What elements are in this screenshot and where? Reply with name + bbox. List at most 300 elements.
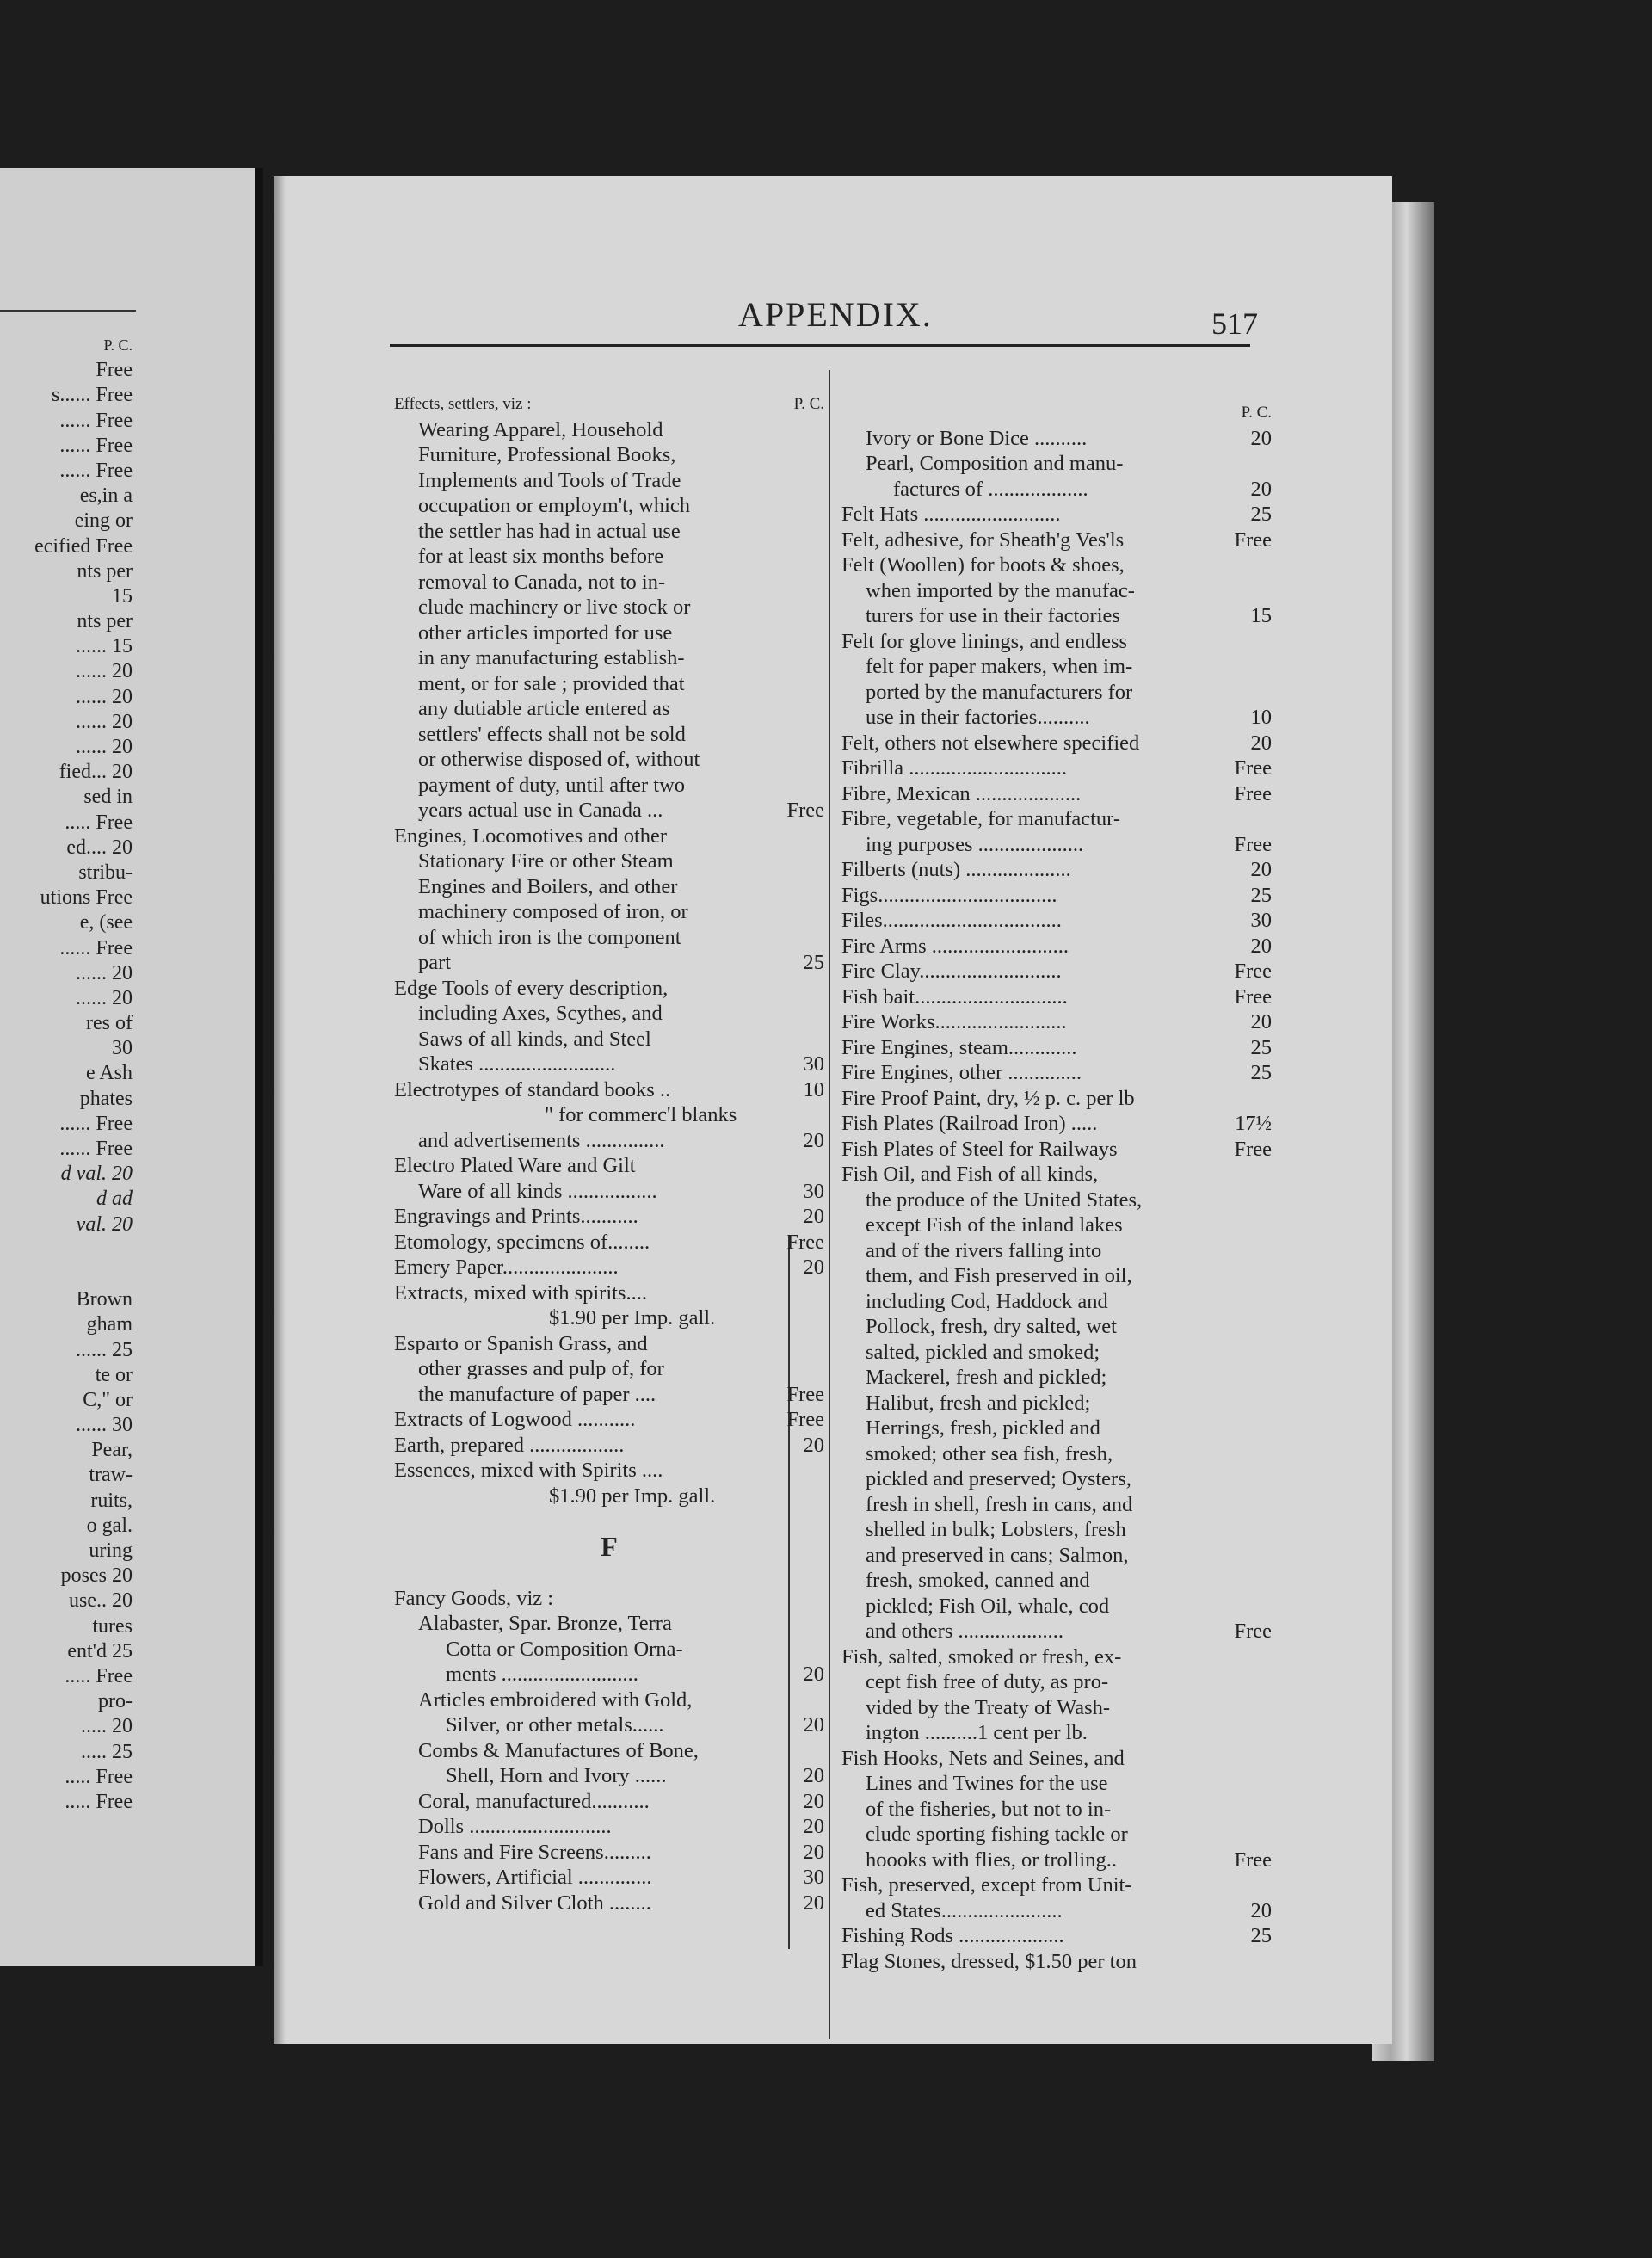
tariff-entry-line: [394, 570, 824, 595]
entry-text: the settler has had in actual use: [418, 519, 681, 543]
entry-text: Combs & Manufactures of Bone,: [418, 1738, 699, 1762]
facing-page-line: pro-: [98, 1690, 133, 1713]
tariff-entry-line: [394, 1001, 824, 1027]
tariff-entry-line: [841, 883, 1272, 909]
entry-text: Extracts, mixed with spirits....: [394, 1280, 647, 1305]
entry-text: payment of duty, until after two: [418, 773, 686, 797]
duty-rate: 20: [803, 1128, 824, 1152]
tariff-entry-line: [394, 1586, 824, 1612]
facing-page-line: stribu-: [78, 861, 133, 884]
facing-page-line: d val. 20: [60, 1163, 133, 1186]
entry-text: when imported by the manufac-: [866, 578, 1135, 602]
entry-text: Alabaster, Spar. Bronze, Terra: [418, 1612, 672, 1635]
entry-text: Fire Arms ..........................: [841, 934, 1069, 958]
entry-text: Fish bait.............................: [841, 984, 1068, 1009]
entry-text: including Axes, Scythes, and: [418, 1002, 663, 1025]
facing-page-line: s...... Free: [52, 384, 133, 407]
facing-page-line: e Ash: [86, 1062, 133, 1085]
tariff-entry-line: [394, 645, 824, 671]
tariff-entry-line: [394, 848, 824, 874]
tariff-entry-line: [841, 1568, 1272, 1594]
entry-text: Coral, manufactured...........: [418, 1789, 650, 1813]
entry-text: and others ....................: [866, 1619, 1063, 1643]
tariff-entry-line: [394, 392, 824, 417]
duty-rate: 30: [803, 1179, 824, 1203]
facing-page-line: 15: [112, 584, 133, 608]
entry-text: Silver, or other metals......: [446, 1713, 664, 1737]
entry-text: ing purposes ....................: [866, 832, 1084, 856]
tariff-entry-line: [394, 1891, 824, 1916]
entry-text: Fish Plates (Railroad Iron) .....: [841, 1112, 1098, 1135]
entry-text: fresh in shell, fresh in cans, and: [866, 1492, 1133, 1516]
facing-page-line: ..... Free: [65, 1664, 133, 1687]
entry-text: smoked; other sea fish, fresh,: [866, 1441, 1113, 1465]
entry-text: cept fish free of duty, as pro-: [866, 1670, 1109, 1694]
tariff-entry-line: [841, 1188, 1272, 1213]
tariff-entry-line: [841, 1391, 1272, 1416]
facing-page-line: ...... Free: [59, 459, 133, 482]
entry-text: Felt Hats ..........................: [841, 503, 1061, 526]
duty-rate: 25: [1250, 503, 1272, 526]
facing-page-line: ...... Free: [59, 1138, 133, 1160]
entry-text: $1.90 per Imp. gall.: [549, 1306, 716, 1330]
entry-text: ments ..........................: [446, 1663, 638, 1686]
tariff-entry-line: [394, 1305, 824, 1331]
duty-rate: 20: [1250, 1898, 1272, 1922]
entry-text: Fans and Fire Screens.........: [418, 1840, 651, 1864]
facing-page-line: es,in a: [79, 484, 133, 508]
tariff-entry-line: [394, 1077, 824, 1103]
entry-text: for at least six months before: [418, 545, 664, 568]
facing-page-line: [0, 1237, 138, 1262]
tariff-entry-line: [394, 442, 824, 468]
entry-text: and advertisements ...............: [418, 1128, 665, 1152]
tariff-entry-line: [394, 1433, 824, 1459]
duty-rate: 20: [803, 1840, 824, 1864]
entry-text: other articles imported for use: [418, 620, 673, 645]
tariff-entry-line: [394, 1331, 824, 1357]
facing-page-line: ..... 20: [81, 1715, 133, 1738]
duty-rate: Free: [1234, 1137, 1272, 1161]
tariff-entry-line: [841, 578, 1272, 604]
tariff-entry-line: [394, 950, 824, 976]
tariff-entry-line: [394, 1662, 824, 1687]
tariff-entry-line: [841, 1441, 1272, 1467]
duty-rate: 30: [803, 1866, 824, 1889]
facing-page-line: ...... 25: [76, 1338, 133, 1361]
entry-text: Felt (Woollen) for boots & shoes,: [841, 553, 1125, 577]
facing-page-line: ...... Free: [59, 434, 133, 457]
entry-text: years actual use in Canada ...: [418, 799, 663, 822]
tariff-entry-line: [841, 1695, 1272, 1721]
duty-rate: 20: [803, 1255, 824, 1279]
entry-text: of the fisheries, but not to in-: [866, 1797, 1112, 1821]
facing-page-line: ..... Free: [65, 811, 133, 834]
entry-text: the manufacture of paper ....: [418, 1382, 656, 1406]
duty-rate: 20: [803, 1433, 824, 1457]
duty-rate: 17½: [1235, 1112, 1272, 1135]
facing-page-line: ...... Free: [59, 936, 133, 959]
tariff-entry-line: [394, 1763, 824, 1789]
tariff-entry-line: [841, 629, 1272, 655]
duty-rate: 10: [1250, 706, 1272, 729]
facing-page-line: ruits,: [90, 1489, 133, 1512]
tariff-entry-line: [394, 1128, 824, 1154]
tariff-entry-line: [394, 1280, 824, 1306]
tariff-entry-line: [394, 1356, 824, 1382]
duty-rate: 20: [1250, 731, 1272, 755]
facing-page-line: ent'd 25: [67, 1639, 133, 1663]
facing-page-line: ...... 20: [76, 660, 133, 683]
entry-text: them, and Fish preserved in oil,: [866, 1264, 1132, 1287]
entry-text: Extracts of Logwood ...........: [394, 1408, 636, 1431]
entry-text: shelled in bulk; Lobsters, fresh: [866, 1518, 1126, 1541]
duty-rate: 25: [1250, 883, 1272, 907]
facing-page-line: ...... Free: [59, 1112, 133, 1135]
entry-text: Halibut, fresh and pickled;: [866, 1391, 1091, 1415]
tariff-entry-line: [394, 747, 824, 773]
tariff-entry-line: [841, 984, 1272, 1010]
entry-text: Fire Engines, other ..............: [841, 1061, 1082, 1084]
duty-rate: 20: [1250, 426, 1272, 450]
entry-text: Essences, mixed with Spirits ....: [394, 1459, 663, 1482]
entry-text: Fish Plates of Steel for Railways: [841, 1137, 1118, 1161]
tariff-entry-line: [841, 1365, 1272, 1391]
tariff-entry-line: [841, 908, 1272, 934]
tariff-entry-line: [841, 857, 1272, 883]
entry-text: Cotta or Composition Orna-: [446, 1637, 683, 1661]
entry-text: machinery composed of iron, or: [418, 900, 688, 923]
entry-text: ment, or for sale ; provided that: [418, 671, 685, 695]
entry-text: Filberts (nuts) ....................: [841, 858, 1071, 881]
entry-text: settlers' effects shall not be sold: [418, 722, 686, 746]
entry-text: Esparto or Spanish Grass, and: [394, 1331, 648, 1355]
duty-rate: 15: [1250, 604, 1272, 627]
tariff-entry-line: [841, 1009, 1272, 1035]
facing-page-line: o gal.: [86, 1514, 133, 1537]
tariff-entry-line: [394, 1027, 824, 1052]
entry-text: Fibre, vegetable, for manufactur-: [841, 807, 1120, 830]
facing-page-line: ...... 20: [76, 961, 133, 984]
entry-text: clude sporting fishing tackle or: [866, 1823, 1128, 1846]
tariff-entry-line: [394, 976, 824, 1002]
tariff-entry-line: [841, 1289, 1272, 1315]
tariff-entry-line: [841, 1162, 1272, 1188]
entry-text: Dolls ...........................: [418, 1815, 612, 1838]
entry-text: Fancy Goods, viz :: [394, 1586, 554, 1610]
duty-rate: Free: [1234, 1619, 1272, 1643]
tariff-entry-line: [394, 773, 824, 799]
entry-text: Felt for glove linings, and endless: [841, 629, 1128, 653]
entry-text: Earth, prepared ..................: [394, 1433, 625, 1457]
duty-rate: Free: [1234, 832, 1272, 856]
entry-text: Mackerel, fresh and pickled;: [866, 1366, 1107, 1389]
tariff-entry-line: [394, 519, 824, 545]
facing-page-line: gham: [86, 1313, 133, 1336]
entry-text: Fire Works.........................: [841, 1010, 1067, 1033]
entry-text: clude machinery or live stock or: [418, 595, 691, 619]
entry-text: Edge Tools of every description,: [394, 976, 669, 1000]
entry-text: and preserved in cans; Salmon,: [866, 1543, 1129, 1567]
entry-text: Engravings and Prints...........: [394, 1205, 638, 1228]
entry-text: Figs..................................: [841, 883, 1057, 907]
tariff-entry-line: [841, 451, 1272, 477]
entry-text: Files..................................: [841, 909, 1062, 932]
entry-text: Fish Oil, and Fish of all kinds,: [841, 1163, 1099, 1186]
entry-text: of which iron is the component: [418, 925, 681, 949]
entry-text: in any manufacturing establish-: [418, 646, 685, 669]
entry-text: occupation or employm't, which: [418, 494, 691, 517]
entry-text: Engines and Boilers, and other: [418, 874, 678, 898]
duty-rate: 10: [803, 1077, 824, 1101]
facing-page-line: uring: [89, 1539, 133, 1562]
facing-page-line: P. C.: [103, 336, 133, 354]
entry-text: Fibre, Mexican ....................: [841, 781, 1082, 805]
facing-page-line: Brown: [76, 1288, 133, 1311]
duty-rate: 20: [1250, 1010, 1272, 1033]
duty-rate: 25: [803, 951, 824, 974]
tariff-entry-line: [841, 1517, 1272, 1543]
entry-text: except Fish of the inland lakes: [866, 1213, 1123, 1237]
tariff-entry-line: [841, 400, 1272, 426]
tariff-entry-line: [841, 603, 1272, 629]
section-letter: [394, 1531, 824, 1562]
facing-page-line: ..... Free: [65, 1765, 133, 1788]
tariff-entry-line: [394, 1179, 824, 1205]
duty-rate: Free: [786, 1382, 824, 1406]
tariff-entry-line: [841, 731, 1272, 756]
tariff-entry-line: [841, 680, 1272, 706]
tariff-entry-line: [394, 1255, 824, 1280]
entry-text: part: [418, 951, 452, 974]
tariff-entry-line: [841, 527, 1272, 553]
facing-page-line: ed.... 20: [66, 836, 133, 859]
entry-text: vided by the Treaty of Wash-: [866, 1695, 1111, 1719]
facing-page-line: ..... 25: [81, 1740, 133, 1763]
facing-page-line: [0, 1262, 138, 1287]
facing-page-line: traw-: [89, 1464, 133, 1487]
duty-rate: Free: [1234, 527, 1272, 552]
tariff-entry-line: [841, 1314, 1272, 1340]
entry-text: Ivory or Bone Dice ..........: [866, 426, 1088, 450]
tariff-entry-line: [841, 1212, 1272, 1238]
tariff-entry-line: [841, 1949, 1272, 1975]
tariff-entry-line: [841, 1746, 1272, 1772]
entry-text: Flowers, Artificial ..............: [418, 1866, 652, 1889]
facing-page-line: tures: [92, 1614, 133, 1638]
facing-page-line: Free: [96, 359, 133, 382]
duty-rate: 20: [803, 1789, 824, 1813]
tariff-entry-line: [394, 1230, 824, 1255]
tariff-entry-line: [394, 1814, 824, 1840]
entry-text: Ware of all kinds .................: [418, 1179, 657, 1203]
duty-rate: 20: [803, 1663, 824, 1686]
entry-text: hoooks with flies, or trolling..: [866, 1848, 1117, 1872]
tariff-entry-line: [394, 798, 824, 824]
duty-rate: Free: [786, 1230, 824, 1254]
entry-text: Electrotypes of standard books ..: [394, 1077, 671, 1101]
tariff-entry-line: [394, 1687, 824, 1713]
tariff-entry-line: [841, 1771, 1272, 1797]
entry-text: or otherwise disposed of, without: [418, 748, 700, 771]
page-number: 517: [1211, 306, 1258, 341]
entry-text: turers for use in their factories: [866, 604, 1120, 627]
tariff-entry-line: [394, 1789, 824, 1815]
facing-page-line: 30: [112, 1037, 133, 1060]
entry-text: Fire Proof Paint, dry, ½ p. c. per lb: [841, 1086, 1135, 1110]
entry-text: fresh, smoked, canned and: [866, 1569, 1090, 1592]
tariff-entry-line: [841, 1086, 1272, 1112]
tariff-entry-line: [841, 1416, 1272, 1441]
tariff-entry-line: [841, 1644, 1272, 1670]
tariff-entry-line: [394, 722, 824, 748]
facing-page-line: ...... 15: [76, 635, 133, 658]
duty-rate: Free: [1234, 959, 1272, 983]
tariff-entry-line: [394, 417, 824, 443]
entry-text: Stationary Fire or other Steam: [418, 849, 674, 873]
tariff-entry-line: [841, 1466, 1272, 1492]
duty-rate: Free: [1234, 1848, 1272, 1872]
tariff-entry-line: [841, 1263, 1272, 1289]
facing-page-line: te or: [95, 1363, 133, 1386]
header-rule: [390, 344, 1250, 347]
duty-rate: P. C.: [793, 395, 824, 413]
entry-text: $1.90 per Imp. gall.: [549, 1484, 716, 1508]
facing-page-line: nts per: [77, 610, 133, 633]
entry-text: F: [601, 1531, 618, 1562]
tariff-entry-line: [841, 1035, 1272, 1061]
tariff-entry-line: [841, 1848, 1272, 1873]
entry-text: Lines and Twines for the use: [866, 1772, 1108, 1795]
duty-rate: Free: [786, 1408, 824, 1431]
tariff-entry-line: [394, 1611, 824, 1637]
facing-page-line: phates: [79, 1087, 133, 1110]
facing-page-line: fied... 20: [59, 761, 133, 784]
tariff-entry-line: [394, 1484, 824, 1509]
tariff-entry-line: [841, 502, 1272, 527]
tariff-column-left: [394, 392, 824, 1916]
duty-rate: 20: [1250, 934, 1272, 958]
tariff-entry-line: [841, 477, 1272, 503]
entry-text: Pollock, fresh, dry salted, wet: [866, 1315, 1117, 1338]
entry-text: Fibrilla ..............................: [841, 756, 1068, 780]
duty-rate: 20: [803, 1713, 824, 1737]
entry-text: Flag Stones, dressed, $1.50 per ton: [841, 1949, 1137, 1973]
entry-text: Effects, settlers, viz :: [394, 395, 532, 413]
entry-text: Felt, adhesive, for Sheath'g Ves'ls: [841, 527, 1125, 552]
facing-page-line: poses 20: [60, 1564, 133, 1588]
entry-text: Furniture, Professional Books,: [418, 443, 676, 466]
duty-rate: Free: [786, 799, 824, 822]
entry-text: Wearing Apparel, Household: [418, 417, 663, 441]
facing-page-line: e, (see: [79, 911, 133, 935]
facing-page-line: val. 20: [76, 1212, 133, 1236]
tariff-entry-line: [394, 925, 824, 951]
entry-text: Pearl, Composition and manu-: [866, 452, 1124, 475]
tariff-entry-line: [841, 1111, 1272, 1137]
facing-page-fragment: [0, 168, 263, 1966]
tariff-entry-line: [394, 899, 824, 925]
entry-text: " for commerc'l blanks: [545, 1103, 737, 1126]
entry-text: including Cod, Haddock and: [866, 1289, 1108, 1313]
facing-page-line: ...... Free: [59, 409, 133, 432]
entry-text: Herrings, fresh, pickled and: [866, 1416, 1100, 1440]
facing-page-line: d ad: [96, 1188, 133, 1211]
facing-page-line: C," or: [83, 1388, 133, 1411]
tariff-entry-line: [394, 824, 824, 849]
entry-text: Fire Engines, steam.............: [841, 1035, 1077, 1059]
entry-text: and of the rivers falling into: [866, 1238, 1102, 1262]
tariff-entry-line: [841, 1898, 1272, 1924]
facing-page-rate-column: [0, 333, 138, 1815]
entry-text: Shell, Horn and Ivory ......: [446, 1764, 667, 1787]
tariff-entry-line: [841, 1238, 1272, 1264]
duty-rate: 30: [803, 1052, 824, 1076]
entry-text: pickled; Fish Oil, whale, cod: [866, 1594, 1110, 1618]
duty-rate: 25: [1250, 1924, 1272, 1947]
tariff-entry-line: [394, 1382, 824, 1408]
duty-rate: 30: [1250, 909, 1272, 932]
entry-text: other grasses and pulp of, for: [418, 1357, 664, 1380]
tariff-entry-line: [394, 620, 824, 646]
tariff-entry-line: [841, 1720, 1272, 1746]
tariff-entry-line: [394, 1637, 824, 1663]
tariff-entry-line: [394, 595, 824, 620]
duty-rate: 25: [1250, 1035, 1272, 1059]
tariff-entry-line: [394, 1840, 824, 1866]
tariff-entry-line: [841, 1060, 1272, 1086]
entry-text: Fish, preserved, except from Unit-: [841, 1873, 1132, 1897]
entry-text: salted, pickled and smoked;: [866, 1340, 1100, 1364]
tariff-entry-line: [841, 1872, 1272, 1898]
tariff-entry-line: [394, 1153, 824, 1179]
duty-rate: Free: [1234, 756, 1272, 780]
column-divider: [829, 370, 830, 2039]
entry-text: ed States.......................: [866, 1898, 1063, 1922]
tariff-entry-line: [394, 1407, 824, 1433]
entry-text: Emery Paper......................: [394, 1255, 619, 1279]
entry-text: Electro Plated Ware and Gilt: [394, 1154, 636, 1177]
book-page: [274, 176, 1392, 2044]
entry-text: Fish, salted, smoked or fresh, ex-: [841, 1644, 1122, 1669]
entry-text: Fishing Rods ....................: [841, 1924, 1064, 1947]
duty-rate: 25: [1250, 1061, 1272, 1084]
tariff-entry-line: [394, 468, 824, 494]
tariff-entry-line: [841, 756, 1272, 781]
tariff-entry-line: [841, 1340, 1272, 1366]
duty-rate: 20: [1250, 477, 1272, 501]
entry-text: Gold and Silver Cloth ........: [418, 1891, 651, 1915]
tariff-entry-line: [394, 1738, 824, 1764]
facing-page-line: ...... 20: [76, 986, 133, 1009]
facing-page-line: ...... 20: [76, 736, 133, 758]
entry-text: removal to Canada, not to in-: [418, 570, 666, 594]
tariff-entry-line: [394, 1204, 824, 1230]
tariff-entry-line: [841, 1923, 1272, 1949]
tariff-entry-line: [841, 959, 1272, 984]
tariff-entry-line: [841, 832, 1272, 858]
entry-text: Etomology, specimens of........: [394, 1230, 650, 1254]
entry-text: use in their factories..........: [866, 706, 1090, 729]
entry-text: factures of ...................: [893, 477, 1088, 501]
entry-text: Articles embroidered with Gold,: [418, 1687, 693, 1712]
entry-text: ported by the manufacturers for: [866, 680, 1133, 704]
tariff-entry-line: [394, 1102, 824, 1128]
tariff-entry-line: [394, 544, 824, 570]
tariff-entry-line: [394, 1865, 824, 1891]
entry-text: the produce of the United States,: [866, 1188, 1143, 1212]
tariff-entry-line: [841, 654, 1272, 680]
